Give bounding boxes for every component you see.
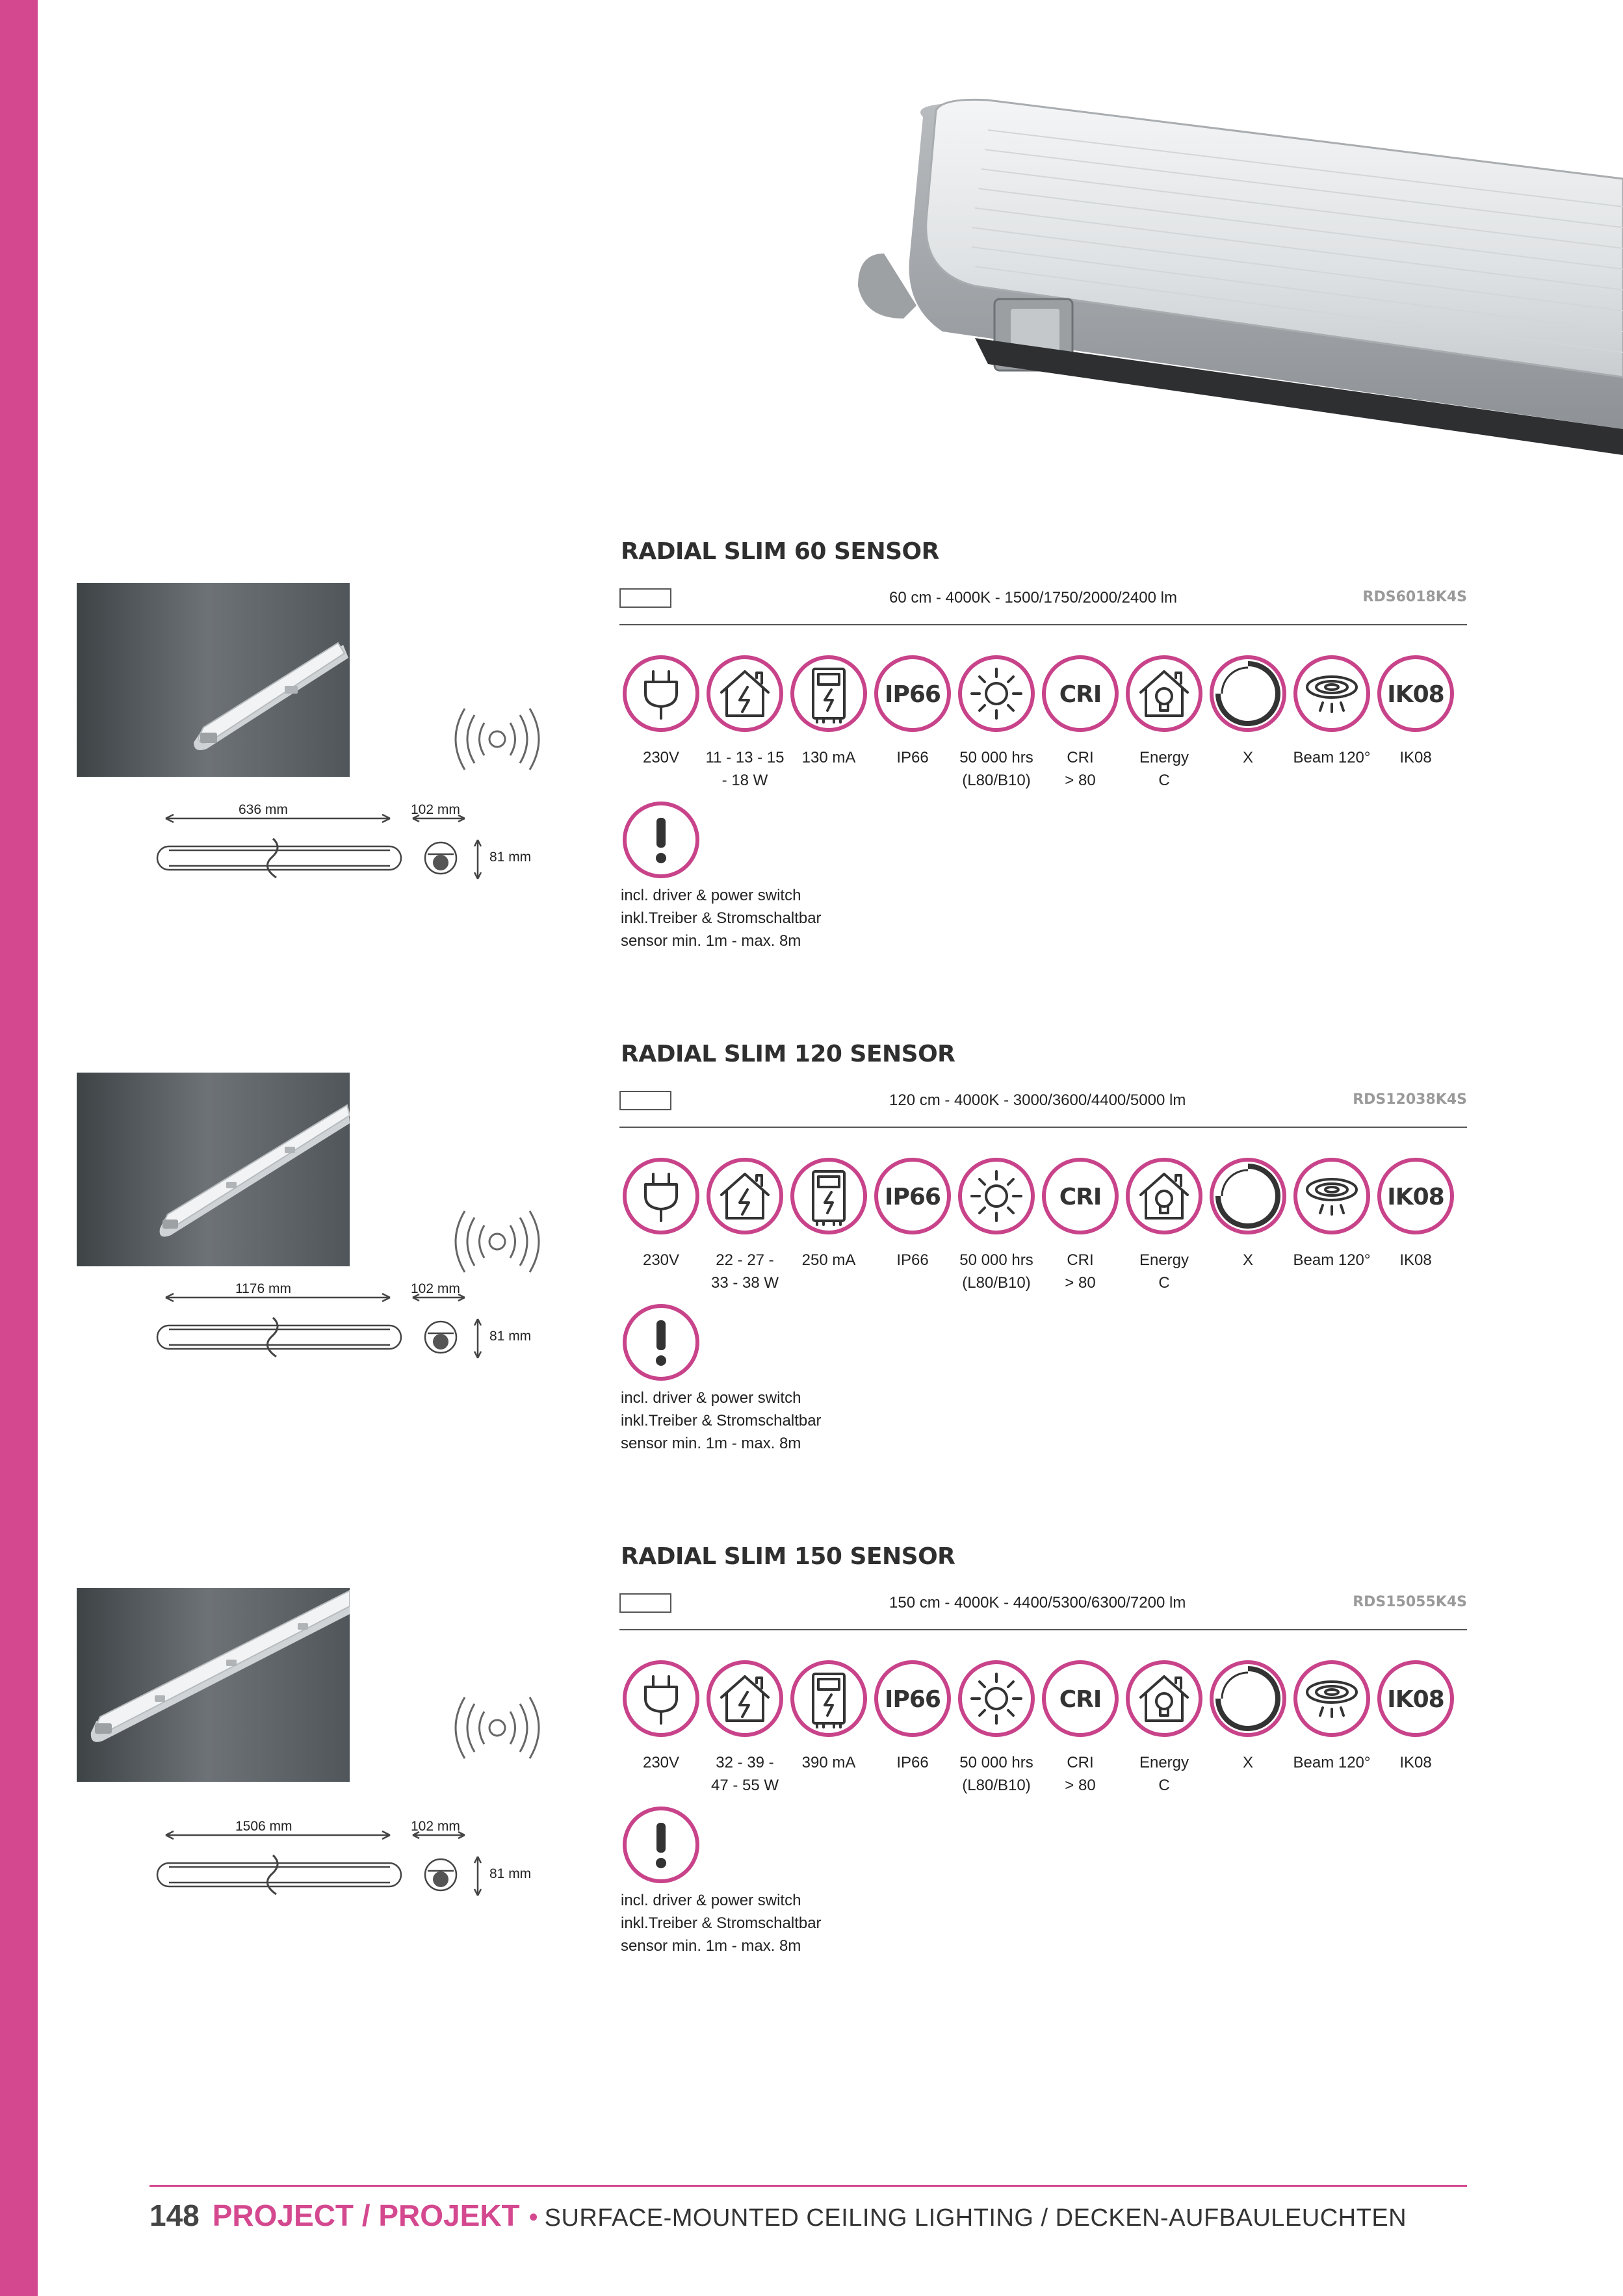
- svg-text:IP66: IP66: [885, 681, 941, 708]
- feature-label: CRI > 80: [1065, 749, 1096, 789]
- product-block-radial-slim-150: [0, 1538, 1623, 2032]
- svg-text:IP66: IP66: [885, 1184, 941, 1210]
- ik08-icon: [1375, 653, 1456, 734]
- dimmable-icon: [1208, 1658, 1288, 1739]
- ip66-icon: [872, 1156, 953, 1236]
- feature-label: 50 000 hrs (L80/B10): [959, 749, 1033, 789]
- spec-line: 60 cm - 4000K - 1500/1750/2000/2400 lm: [889, 589, 1177, 607]
- feature-label: X: [1242, 1754, 1253, 1771]
- spec-box: [619, 588, 671, 608]
- feature-label: 22 - 27 - 33 - 38 W: [710, 1251, 779, 1292]
- cri-icon: [1040, 653, 1121, 734]
- sensor-waves-icon: [448, 703, 546, 775]
- product-code: RDS6018K4S: [1362, 589, 1467, 605]
- beam-angle-icon: [1292, 653, 1372, 734]
- spec-rule: [619, 1629, 1467, 1630]
- feature-label: IK08: [1399, 749, 1432, 766]
- note-line: inkl.Treiber & Stromschaltbar: [621, 1914, 822, 1932]
- width-dimension: 102 mm: [411, 1819, 460, 1834]
- spec-rule: [619, 624, 1467, 625]
- height-dimension: 81 mm: [489, 850, 532, 865]
- product-block-radial-slim-60: [0, 533, 1623, 1027]
- plug-icon: [621, 1658, 701, 1739]
- feature-label: Beam 120°: [1293, 749, 1371, 766]
- note-line: sensor min. 1m - max. 8m: [621, 932, 801, 950]
- length-dimension: 1506 mm: [235, 1819, 292, 1834]
- energy-house-icon: [1124, 653, 1204, 734]
- note-line: sensor min. 1m - max. 8m: [621, 1435, 801, 1452]
- feature-label: IK08: [1399, 1251, 1432, 1269]
- beam-angle-icon: [1292, 1156, 1372, 1236]
- ik08-icon: [1375, 1156, 1456, 1236]
- width-dimension: 102 mm: [411, 802, 460, 817]
- width-dimension: 102 mm: [411, 1281, 460, 1296]
- sensor-waves-icon: [448, 1206, 546, 1277]
- power-house-icon: [705, 1156, 785, 1236]
- feature-label: 130 mA: [801, 749, 856, 766]
- feature-label: Energy C: [1139, 1251, 1189, 1292]
- note-line: incl. driver & power switch: [621, 1892, 801, 1909]
- sensor-waves-icon: [448, 1692, 546, 1764]
- spec-line: 120 cm - 4000K - 3000/3600/4400/5000 lm: [889, 1091, 1186, 1109]
- driver-icon: [788, 653, 869, 734]
- feature-label: IP66: [896, 1251, 929, 1269]
- lifetime-sun-icon: [956, 1658, 1037, 1739]
- dimension-drawing: [149, 1812, 552, 1916]
- dimension-drawing: [149, 796, 552, 900]
- power-house-icon: [705, 1658, 785, 1739]
- product-thumbnail: [77, 583, 350, 777]
- feature-label: IP66: [896, 749, 929, 766]
- lifetime-sun-icon: [956, 1156, 1037, 1236]
- section-title: PROJECT / PROJEKT: [212, 2198, 520, 2232]
- feature-label: IP66: [896, 1754, 929, 1771]
- warning-icon: [621, 1302, 701, 1383]
- note-line: inkl.Treiber & Stromschaltbar: [621, 909, 822, 927]
- beam-angle-icon: [1292, 1658, 1372, 1739]
- svg-text:CRI: CRI: [1059, 1184, 1102, 1210]
- ik08-icon: [1375, 1658, 1456, 1739]
- note-line: sensor min. 1m - max. 8m: [621, 1937, 801, 1955]
- svg-text:IP66: IP66: [885, 1686, 941, 1713]
- spec-box: [619, 1091, 671, 1110]
- cri-icon: [1040, 1658, 1121, 1739]
- feature-label: CRI > 80: [1065, 1251, 1096, 1292]
- cri-icon: [1040, 1156, 1121, 1236]
- page-number: 148: [149, 2198, 200, 2232]
- feature-label: IK08: [1399, 1754, 1432, 1771]
- feature-label: X: [1242, 749, 1253, 766]
- energy-house-icon: [1124, 1156, 1204, 1236]
- category-title: SURFACE-MOUNTED CEILING LIGHTING / DECKEN-AUFBAULEUCHTEN: [544, 2204, 1407, 2232]
- ip66-icon: [872, 653, 953, 734]
- feature-label: 230V: [642, 749, 680, 766]
- feature-label: X: [1242, 1251, 1253, 1269]
- feature-label: 390 mA: [801, 1754, 856, 1771]
- warning-icon: [621, 1805, 701, 1885]
- feature-label: Energy C: [1139, 1754, 1189, 1794]
- spec-line: 150 cm - 4000K - 4400/5300/6300/7200 lm: [889, 1594, 1186, 1611]
- product-title: RADIAL SLIM 60 SENSOR: [621, 538, 939, 565]
- product-code: RDS15055K4S: [1353, 1594, 1467, 1610]
- product-thumbnail: [77, 1073, 350, 1266]
- feature-label: 50 000 hrs (L80/B10): [959, 1754, 1033, 1794]
- note-line: incl. driver & power switch: [621, 1389, 801, 1407]
- length-dimension: 636 mm: [239, 802, 288, 817]
- footer-rule: [149, 2185, 1467, 2187]
- footer-separator: •: [528, 2203, 538, 2232]
- feature-label: CRI > 80: [1065, 1754, 1096, 1794]
- driver-icon: [788, 1658, 869, 1739]
- feature-label: Energy C: [1139, 749, 1189, 789]
- spec-box: [619, 1593, 671, 1613]
- dimmable-icon: [1208, 653, 1288, 734]
- svg-text:IK08: IK08: [1387, 1686, 1444, 1713]
- height-dimension: 81 mm: [489, 1866, 532, 1881]
- feature-label: Beam 120°: [1293, 1251, 1371, 1269]
- product-block-radial-slim-120: [0, 1036, 1623, 1530]
- svg-text:CRI: CRI: [1059, 1686, 1102, 1713]
- length-dimension: 1176 mm: [235, 1281, 291, 1296]
- plug-icon: [621, 1156, 701, 1236]
- note-line: inkl.Treiber & Stromschaltbar: [621, 1412, 822, 1429]
- driver-icon: [788, 1156, 869, 1236]
- warning-icon: [621, 800, 701, 880]
- feature-label: 50 000 hrs (L80/B10): [959, 1251, 1033, 1292]
- svg-text:IK08: IK08: [1387, 1184, 1444, 1210]
- feature-label: 250 mA: [801, 1251, 856, 1269]
- product-thumbnail: [77, 1588, 350, 1782]
- note-line: incl. driver & power switch: [621, 887, 801, 904]
- feature-label: 32 - 39 - 47 - 55 W: [710, 1754, 779, 1794]
- product-title: RADIAL SLIM 150 SENSOR: [621, 1543, 955, 1570]
- hero-product-image: [845, 91, 1623, 494]
- product-title: RADIAL SLIM 120 SENSOR: [621, 1041, 955, 1067]
- dimmable-icon: [1208, 1156, 1288, 1236]
- feature-label: Beam 120°: [1293, 1754, 1371, 1771]
- energy-house-icon: [1124, 1658, 1204, 1739]
- page-footer: [149, 2198, 1407, 2240]
- power-house-icon: [705, 653, 785, 734]
- dimension-drawing: [149, 1275, 552, 1379]
- svg-text:CRI: CRI: [1059, 681, 1102, 708]
- ip66-icon: [872, 1658, 953, 1739]
- lifetime-sun-icon: [956, 653, 1037, 734]
- feature-label: 230V: [642, 1251, 680, 1269]
- svg-text:IK08: IK08: [1387, 681, 1444, 708]
- product-code: RDS12038K4S: [1353, 1091, 1467, 1108]
- height-dimension: 81 mm: [489, 1329, 532, 1344]
- spec-rule: [619, 1127, 1467, 1128]
- feature-label: 11 - 13 - 15 - 18 W: [705, 749, 785, 789]
- plug-icon: [621, 653, 701, 734]
- feature-label: 230V: [642, 1754, 680, 1771]
